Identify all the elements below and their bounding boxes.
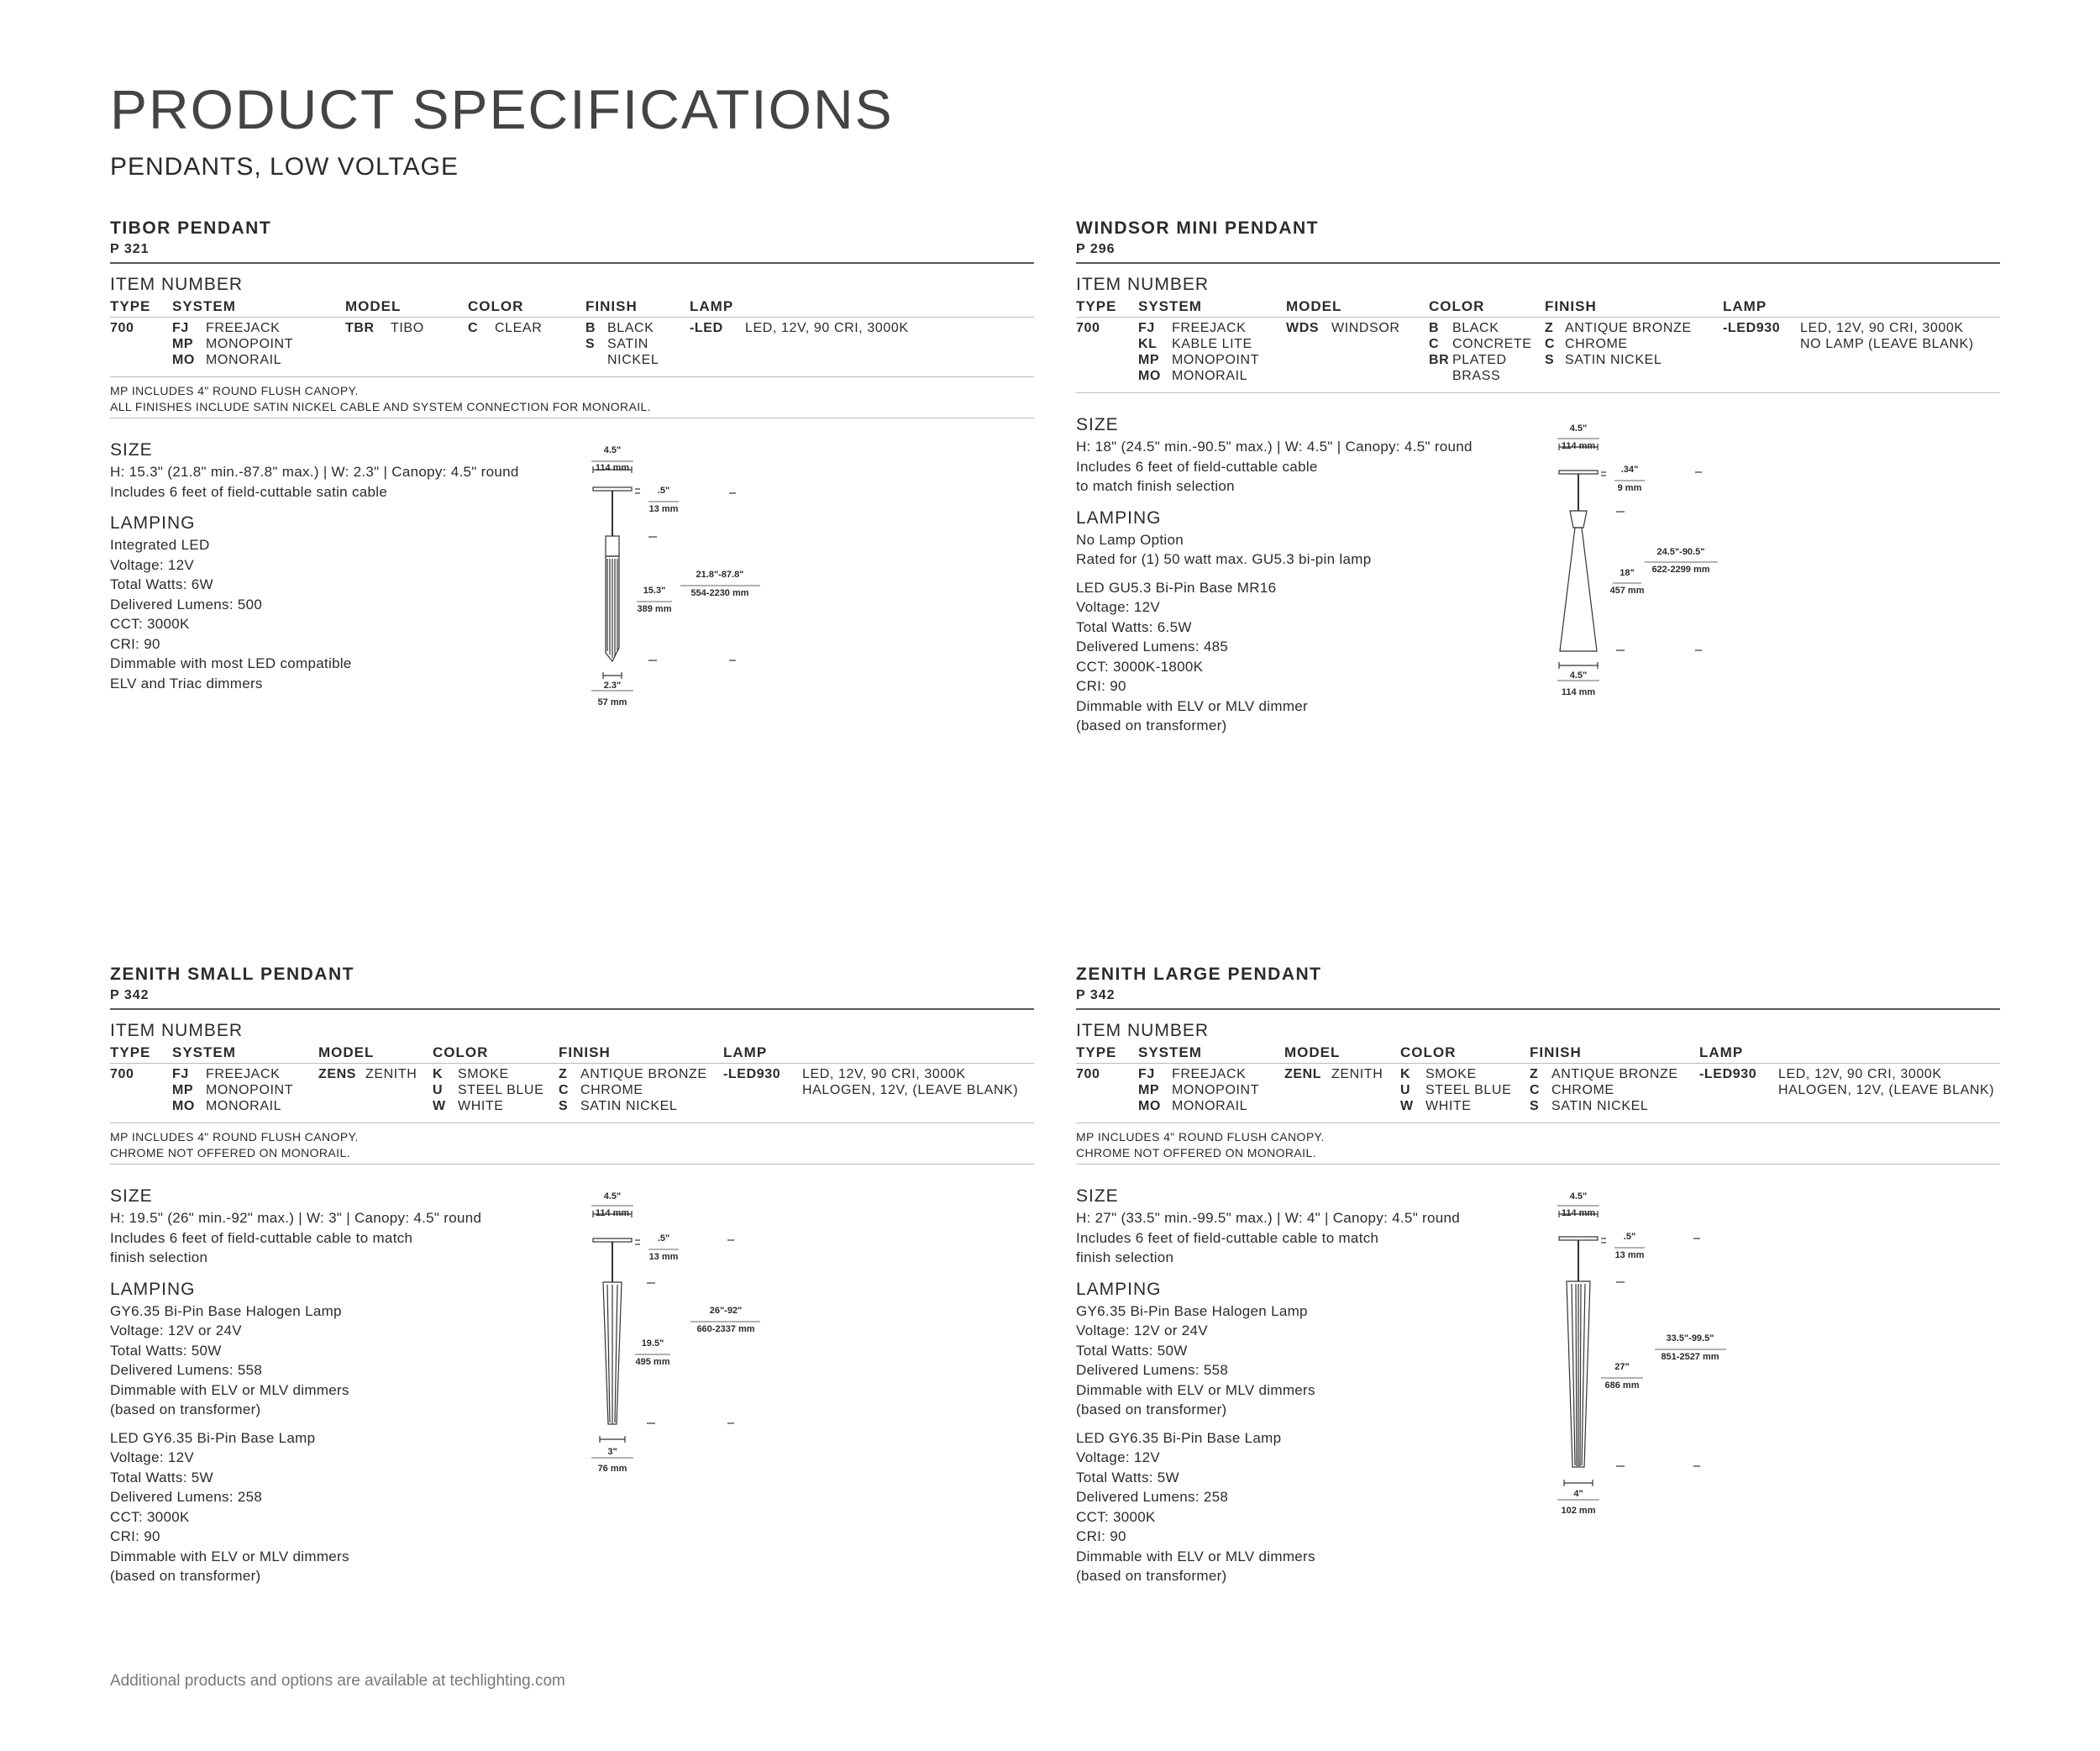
note-line: MP INCLUDES 4" ROUND FLUSH CANOPY. <box>1076 1130 1325 1144</box>
lamping-text <box>1076 1301 2000 1586</box>
lamping-line: LED GU5.3 Bi-Pin Base MR16 <box>1076 579 1277 596</box>
product-block <box>1076 963 2000 1586</box>
option-label-model: TIBO <box>391 321 424 335</box>
option-code-lamp: -LED930 <box>1723 321 1781 335</box>
column-header-system: SYSTEM <box>1138 1044 1202 1060</box>
lamping-line: Voltage: 12V <box>1076 599 1161 615</box>
column-header-lamp: LAMP <box>690 298 734 314</box>
item-number-table <box>1076 1044 2000 1123</box>
canopy-height-mm: 13 mm <box>648 504 679 514</box>
item-number-table <box>1076 297 2000 392</box>
lamping-line: Voltage: 12V <box>110 1449 195 1465</box>
lamping-line: CCT: 3000K <box>110 1508 190 1525</box>
overall-height-mm: 660-2337 mm <box>696 1324 755 1334</box>
option-code-system: MP <box>172 337 194 351</box>
column-header-model: MODEL <box>1286 298 1342 314</box>
option-label-finish: NICKEL <box>607 353 659 367</box>
section-divider <box>1076 262 2000 264</box>
lamping-line: CCT: 3000K <box>110 616 190 632</box>
note-line: MP INCLUDES 4" ROUND FLUSH CANOPY. <box>110 1130 359 1144</box>
option-code-color: U <box>1400 1083 1411 1097</box>
page-title: PRODUCT SPECIFICATIONS <box>110 78 894 140</box>
canopy-height-mm: 13 mm <box>1614 1250 1645 1260</box>
option-label-lamp: HALOGEN, 12V, (LEAVE BLANK) <box>802 1083 1019 1097</box>
note-line: CHROME NOT OFFERED ON MONORAIL. <box>110 1146 350 1159</box>
lamping-line: ELV and Triac dimmers <box>110 675 263 691</box>
option-code-color: B <box>1429 321 1440 335</box>
fixture-height-mm: 495 mm <box>635 1357 670 1367</box>
option-label-color: BRASS <box>1452 369 1501 383</box>
option-code-system: MO <box>172 1099 195 1113</box>
option-label-system: MONOPOINT <box>206 337 294 351</box>
table-header-row <box>1076 297 2000 318</box>
canopy-width-in: 4.5" <box>1569 423 1588 434</box>
option-code-color: K <box>1400 1067 1411 1081</box>
column-header-type: TYPE <box>1076 298 1117 314</box>
column-header-model: MODEL <box>318 1044 375 1060</box>
canopy-height-mm: 13 mm <box>648 1252 679 1262</box>
lamping-line: Voltage: 12V <box>1076 1449 1161 1465</box>
option-label-system: MONORAIL <box>206 353 282 367</box>
option-label-model: WINDSOR <box>1331 321 1400 335</box>
lamping-line: CRI: 90 <box>110 635 160 652</box>
zenith-small-dimension-diagram <box>580 1187 790 1481</box>
product-name: ZENITH LARGE PENDANT <box>1076 965 1322 984</box>
column-header-color: COLOR <box>1400 1044 1457 1060</box>
item-number-heading: ITEM NUMBER <box>110 1021 243 1040</box>
table-notes <box>110 1123 1034 1165</box>
canopy-width-mm: 114 mm <box>595 463 630 473</box>
size-heading: SIZE <box>110 1186 153 1206</box>
option-code-finish: S <box>585 337 596 351</box>
option-label-finish: CHROME <box>1565 337 1628 351</box>
lamping-line: No Lamp Option <box>1076 531 1184 548</box>
option-code-system: FJ <box>172 321 189 335</box>
option-label-system: MONORAIL <box>1172 1099 1248 1113</box>
size-text <box>1076 437 2000 497</box>
canopy-height-in: .34" <box>1620 465 1639 475</box>
table-notes <box>1076 1123 2000 1165</box>
size-line: H: 15.3" (21.8" min.-87.8" max.) | W: 2.3" | Canopy: 4.5" round <box>110 464 519 480</box>
table-notes <box>110 376 1034 418</box>
size-line: Includes 6 feet of field-cuttable cable to match <box>1076 1229 1379 1246</box>
table-header-row <box>110 1044 1034 1064</box>
lamping-line: CCT: 3000K-1800K <box>1076 658 1204 675</box>
option-code-lamp: -LED930 <box>723 1067 781 1081</box>
lamping-line: Voltage: 12V <box>110 556 195 573</box>
size-line: finish selection <box>1076 1249 1174 1265</box>
lamping-text <box>110 1301 1034 1586</box>
option-label-color: CONCRETE <box>1452 337 1532 351</box>
option-code-finish: Z <box>1545 321 1554 335</box>
overall-height-mm: 851-2527 mm <box>1661 1352 1719 1362</box>
column-header-model: MODEL <box>345 298 402 314</box>
note-line: MP INCLUDES 4" ROUND FLUSH CANOPY. <box>110 384 359 397</box>
size-line: to match finish selection <box>1076 478 1235 494</box>
table-options-row <box>1076 320 2000 392</box>
overall-height-in: 21.8"-87.8" <box>696 570 744 580</box>
lamping-line: CRI: 90 <box>1076 678 1126 694</box>
table-header-row <box>1076 1044 2000 1064</box>
product-block <box>110 963 1034 1586</box>
overall-height-in: 24.5"-90.5" <box>1656 547 1705 557</box>
option-label-system: FREEJACK <box>1172 1067 1247 1081</box>
canopy-width-in: 4.5" <box>603 445 622 455</box>
option-code-type: 700 <box>1076 321 1100 335</box>
option-code-system: MP <box>172 1083 194 1097</box>
lamping-line: GY6.35 Bi-Pin Base Halogen Lamp <box>110 1302 342 1319</box>
footer-note: Additional products and options are available at techlighting.com <box>110 1672 565 1690</box>
lamping-line: (based on transformer) <box>1076 1401 1227 1417</box>
option-label-color: WHITE <box>458 1099 504 1113</box>
option-label-finish: BLACK <box>607 321 654 335</box>
overall-height-mm: 554-2230 mm <box>690 588 749 598</box>
section-divider <box>1076 1008 2000 1010</box>
fixture-width-mm: 57 mm <box>597 697 627 707</box>
option-code-type: 700 <box>110 321 134 335</box>
column-header-color: COLOR <box>468 298 524 314</box>
lamping-heading: LAMPING <box>1076 507 1162 528</box>
lamping-line: Voltage: 12V or 24V <box>1076 1322 1208 1338</box>
option-label-lamp: HALOGEN, 12V, (LEAVE BLANK) <box>1778 1083 1995 1097</box>
lamping-line: Total Watts: 50W <box>110 1342 222 1359</box>
fixture-width-mm: 76 mm <box>597 1464 627 1474</box>
overall-height-mm: 622-2299 mm <box>1651 565 1710 575</box>
product-code: P 296 <box>1076 242 1116 256</box>
column-header-system: SYSTEM <box>172 1044 236 1060</box>
item-number-table <box>110 1044 1034 1123</box>
lamping-group-gap <box>1076 1420 2000 1428</box>
lamping-line: Total Watts: 6W <box>110 576 213 592</box>
lamping-line: CCT: 3000K <box>1076 1508 1156 1525</box>
section-divider <box>110 1008 1034 1010</box>
table-options-row <box>110 1066 1034 1123</box>
lamping-line: Voltage: 12V or 24V <box>110 1322 242 1338</box>
tibor-dimension-diagram <box>580 441 790 718</box>
lamping-text <box>1076 530 2000 736</box>
item-number-heading: ITEM NUMBER <box>1076 275 1209 294</box>
column-header-finish: FINISH <box>1545 298 1597 314</box>
option-code-system: MP <box>1138 1083 1160 1097</box>
option-code-type: 700 <box>110 1067 134 1081</box>
canopy-height-in: .5" <box>657 1233 670 1244</box>
option-label-finish: SATIN <box>607 337 648 351</box>
fixture-width-in: 4" <box>1573 1489 1583 1499</box>
option-code-system: MP <box>1138 353 1160 367</box>
fixture-height-in: 15.3" <box>643 586 666 596</box>
column-header-lamp: LAMP <box>723 1044 768 1060</box>
note-line: CHROME NOT OFFERED ON MONORAIL. <box>1076 1146 1316 1159</box>
fixture-width-mm: 114 mm <box>1561 687 1596 697</box>
canopy-width-mm: 114 mm <box>1561 1208 1596 1218</box>
option-label-color: WHITE <box>1425 1099 1472 1113</box>
lamping-line: (based on transformer) <box>110 1568 261 1584</box>
option-code-color: K <box>433 1067 444 1081</box>
option-code-model: ZENS <box>318 1067 357 1081</box>
option-label-color: SMOKE <box>458 1067 509 1081</box>
lamping-line: Delivered Lumens: 258 <box>1076 1489 1229 1505</box>
lamping-line: Delivered Lumens: 500 <box>110 596 263 613</box>
option-label-system: MONOPOINT <box>206 1083 294 1097</box>
product-name: WINDSOR MINI PENDANT <box>1076 218 1319 238</box>
canopy-height-mm: 9 mm <box>1617 483 1642 493</box>
lamping-line: Dimmable with ELV or MLV dimmer <box>1076 697 1309 714</box>
option-code-color: C <box>1429 337 1440 351</box>
lamping-line: Dimmable with most LED compatible <box>110 655 352 671</box>
table-options-row <box>110 320 1034 376</box>
option-label-finish: CHROME <box>1551 1083 1614 1097</box>
size-text <box>1076 1208 2000 1268</box>
option-label-finish: SATIN NICKEL <box>1565 353 1662 367</box>
section-divider <box>110 262 1034 264</box>
table-header-row <box>110 297 1034 318</box>
lamping-line: CRI: 90 <box>110 1528 160 1544</box>
product-block <box>1076 217 2000 736</box>
product-name: ZENITH SMALL PENDANT <box>110 965 354 984</box>
size-line: H: 27" (33.5" min.-99.5" max.) | W: 4" | Canopy: 4.5" round <box>1076 1210 1461 1226</box>
lamping-line: (based on transformer) <box>1076 718 1227 734</box>
size-line: H: 18" (24.5" min.-90.5" max.) | W: 4.5" | Canopy: 4.5" round <box>1076 439 1473 455</box>
size-heading: SIZE <box>1076 1186 1119 1206</box>
option-code-model: WDS <box>1286 321 1320 335</box>
option-label-system: MONOPOINT <box>1172 1083 1260 1097</box>
windsor-dimension-diagram <box>1546 420 1756 706</box>
size-heading: SIZE <box>1076 415 1119 434</box>
option-code-color: W <box>433 1099 446 1113</box>
product-block <box>110 217 1034 693</box>
lamping-line: Delivered Lumens: 485 <box>1076 639 1229 655</box>
option-code-finish: C <box>1530 1083 1541 1097</box>
option-code-type: 700 <box>1076 1067 1100 1081</box>
lamping-line: LED GY6.35 Bi-Pin Base Lamp <box>110 1429 316 1446</box>
option-code-finish: S <box>1530 1099 1540 1113</box>
lamping-group-gap <box>110 1420 1034 1428</box>
fixture-width-in: 4.5" <box>1569 670 1588 681</box>
size-text <box>110 462 1034 502</box>
fixture-height-mm: 457 mm <box>1609 586 1645 596</box>
column-header-model: MODEL <box>1284 1044 1341 1060</box>
overall-height-in: 33.5"-99.5" <box>1666 1333 1714 1343</box>
canopy-width-in: 4.5" <box>1569 1191 1588 1202</box>
option-label-finish: ANTIQUE BRONZE <box>1565 321 1692 335</box>
option-code-finish: Z <box>559 1067 568 1081</box>
lamping-line: Total Watts: 5W <box>1076 1469 1179 1485</box>
lamping-line: Dimmable with ELV or MLV dimmers <box>110 1381 349 1398</box>
option-label-color: STEEL BLUE <box>458 1083 544 1097</box>
lamping-line: (based on transformer) <box>1076 1568 1227 1584</box>
option-label-lamp: LED, 12V, 90 CRI, 3000K <box>745 321 909 335</box>
lamping-text <box>110 535 1034 693</box>
lamping-line: Rated for (1) 50 watt max. GU5.3 bi-pin lamp <box>1076 551 1372 567</box>
lamping-line: Integrated LED <box>110 537 210 553</box>
lamping-line: Total Watts: 50W <box>1076 1342 1188 1359</box>
canopy-width-mm: 114 mm <box>595 1208 630 1218</box>
lamping-group-gap <box>1076 570 2000 578</box>
option-label-color: SMOKE <box>1425 1067 1477 1081</box>
column-header-color: COLOR <box>1429 298 1485 314</box>
note-line: ALL FINISHES INCLUDE SATIN NICKEL CABLE AND SYSTEM CONNECTION FOR MONORAIL. <box>110 400 652 413</box>
size-line: Includes 6 feet of field-cuttable satin cable <box>110 483 388 500</box>
option-label-system: FREEJACK <box>206 1067 281 1081</box>
option-label-system: MONORAIL <box>206 1099 282 1113</box>
option-code-model: ZENL <box>1284 1067 1322 1081</box>
option-label-model: ZENITH <box>365 1067 417 1081</box>
lamping-line: Total Watts: 5W <box>110 1469 213 1485</box>
size-text <box>110 1208 1034 1268</box>
column-header-lamp: LAMP <box>1723 298 1767 314</box>
lamping-line: Dimmable with ELV or MLV dimmers <box>1076 1548 1315 1564</box>
lamping-heading: LAMPING <box>1076 1279 1162 1299</box>
option-label-color: CLEAR <box>495 321 543 335</box>
column-header-type: TYPE <box>110 298 151 314</box>
option-label-lamp: LED, 12V, 90 CRI, 3000K <box>1778 1067 1942 1081</box>
option-label-color: PLATED <box>1452 353 1507 367</box>
lamping-line: Delivered Lumens: 258 <box>110 1489 263 1505</box>
option-label-lamp: NO LAMP (LEAVE BLANK) <box>1800 337 1974 351</box>
option-label-lamp: LED, 12V, 90 CRI, 3000K <box>1800 321 1964 335</box>
column-header-type: TYPE <box>110 1044 151 1060</box>
option-code-system: FJ <box>1138 321 1155 335</box>
lamping-line: CRI: 90 <box>1076 1528 1126 1544</box>
page-subtitle: PENDANTS, LOW VOLTAGE <box>110 153 459 181</box>
item-number-heading: ITEM NUMBER <box>1076 1021 1209 1040</box>
fixture-width-in: 3" <box>607 1447 617 1457</box>
option-label-color: STEEL BLUE <box>1425 1083 1512 1097</box>
option-code-finish: C <box>1545 337 1556 351</box>
column-header-system: SYSTEM <box>1138 298 1202 314</box>
lamping-line: LED GY6.35 Bi-Pin Base Lamp <box>1076 1429 1282 1446</box>
option-code-color: C <box>468 321 479 335</box>
option-label-model: ZENITH <box>1331 1067 1383 1081</box>
option-label-finish: ANTIQUE BRONZE <box>580 1067 707 1081</box>
column-header-finish: FINISH <box>559 1044 611 1060</box>
item-number-heading: ITEM NUMBER <box>110 275 243 294</box>
option-code-system: KL <box>1138 337 1158 351</box>
option-label-system: MONORAIL <box>1172 369 1248 383</box>
table-bottom-rule <box>1076 392 2000 393</box>
option-code-finish: B <box>585 321 596 335</box>
option-label-finish: SATIN NICKEL <box>1551 1099 1649 1113</box>
lamping-line: GY6.35 Bi-Pin Base Halogen Lamp <box>1076 1302 1308 1319</box>
fixture-height-in: 27" <box>1614 1362 1630 1372</box>
lamping-line: Total Watts: 6.5W <box>1076 618 1192 635</box>
option-code-system: MO <box>1138 369 1161 383</box>
canopy-height-in: .5" <box>657 486 670 496</box>
overall-height-in: 26"-92" <box>709 1306 743 1316</box>
lamping-line: Dimmable with ELV or MLV dimmers <box>1076 1381 1315 1398</box>
option-code-lamp: -LED930 <box>1699 1067 1757 1081</box>
option-code-finish: S <box>559 1099 569 1113</box>
lamping-line: Dimmable with ELV or MLV dimmers <box>110 1548 349 1564</box>
size-heading: SIZE <box>110 440 153 460</box>
lamping-line: (based on transformer) <box>110 1401 261 1417</box>
canopy-width-mm: 114 mm <box>1561 441 1596 451</box>
fixture-height-mm: 389 mm <box>637 604 672 614</box>
option-label-system: MONOPOINT <box>1172 353 1260 367</box>
fixture-width-in: 2.3" <box>603 681 622 691</box>
column-header-finish: FINISH <box>585 298 638 314</box>
fixture-height-in: 19.5" <box>641 1338 664 1349</box>
option-code-system: MO <box>1138 1099 1161 1113</box>
size-line: Includes 6 feet of field-cuttable cable <box>1076 458 1318 475</box>
option-code-color: W <box>1400 1099 1414 1113</box>
lamping-heading: LAMPING <box>110 513 196 533</box>
option-label-finish: CHROME <box>580 1083 643 1097</box>
product-name: TIBOR PENDANT <box>110 218 272 238</box>
option-code-color: U <box>433 1083 444 1097</box>
column-header-type: TYPE <box>1076 1044 1117 1060</box>
option-code-color: BR <box>1429 353 1450 367</box>
zenith-large-dimension-diagram <box>1546 1187 1756 1523</box>
fixture-height-in: 18" <box>1620 568 1635 578</box>
product-code: P 321 <box>110 242 150 256</box>
column-header-lamp: LAMP <box>1699 1044 1744 1060</box>
canopy-height-in: .5" <box>1623 1232 1636 1242</box>
option-code-finish: Z <box>1530 1067 1539 1081</box>
option-code-finish: C <box>559 1083 570 1097</box>
size-line: finish selection <box>110 1249 208 1265</box>
fixture-height-mm: 686 mm <box>1604 1380 1640 1391</box>
lamping-line: Delivered Lumens: 558 <box>110 1362 263 1378</box>
lamping-heading: LAMPING <box>110 1279 196 1299</box>
option-code-finish: S <box>1545 353 1555 367</box>
option-label-system: FREEJACK <box>206 321 281 335</box>
column-header-color: COLOR <box>433 1044 489 1060</box>
option-label-system: FREEJACK <box>1172 321 1247 335</box>
option-code-lamp: -LED <box>690 321 723 335</box>
option-label-system: KABLE LITE <box>1172 337 1252 351</box>
option-code-system: FJ <box>1138 1067 1155 1081</box>
option-label-color: BLACK <box>1452 321 1499 335</box>
column-header-finish: FINISH <box>1530 1044 1582 1060</box>
option-label-lamp: LED, 12V, 90 CRI, 3000K <box>802 1067 966 1081</box>
option-code-system: MO <box>172 353 195 367</box>
option-code-model: TBR <box>345 321 375 335</box>
option-label-finish: SATIN NICKEL <box>580 1099 678 1113</box>
column-header-system: SYSTEM <box>172 298 236 314</box>
product-code: P 342 <box>110 988 150 1002</box>
option-code-system: FJ <box>172 1067 189 1081</box>
canopy-width-in: 4.5" <box>603 1191 622 1202</box>
lamping-line: Delivered Lumens: 558 <box>1076 1362 1229 1378</box>
size-line: H: 19.5" (26" min.-92" max.) | W: 3" | Canopy: 4.5" round <box>110 1210 482 1226</box>
item-number-table <box>110 297 1034 376</box>
product-code: P 342 <box>1076 988 1116 1002</box>
table-options-row <box>1076 1066 2000 1123</box>
size-line: Includes 6 feet of field-cuttable cable to match <box>110 1229 413 1246</box>
fixture-width-mm: 102 mm <box>1561 1506 1596 1516</box>
option-label-finish: ANTIQUE BRONZE <box>1551 1067 1678 1081</box>
